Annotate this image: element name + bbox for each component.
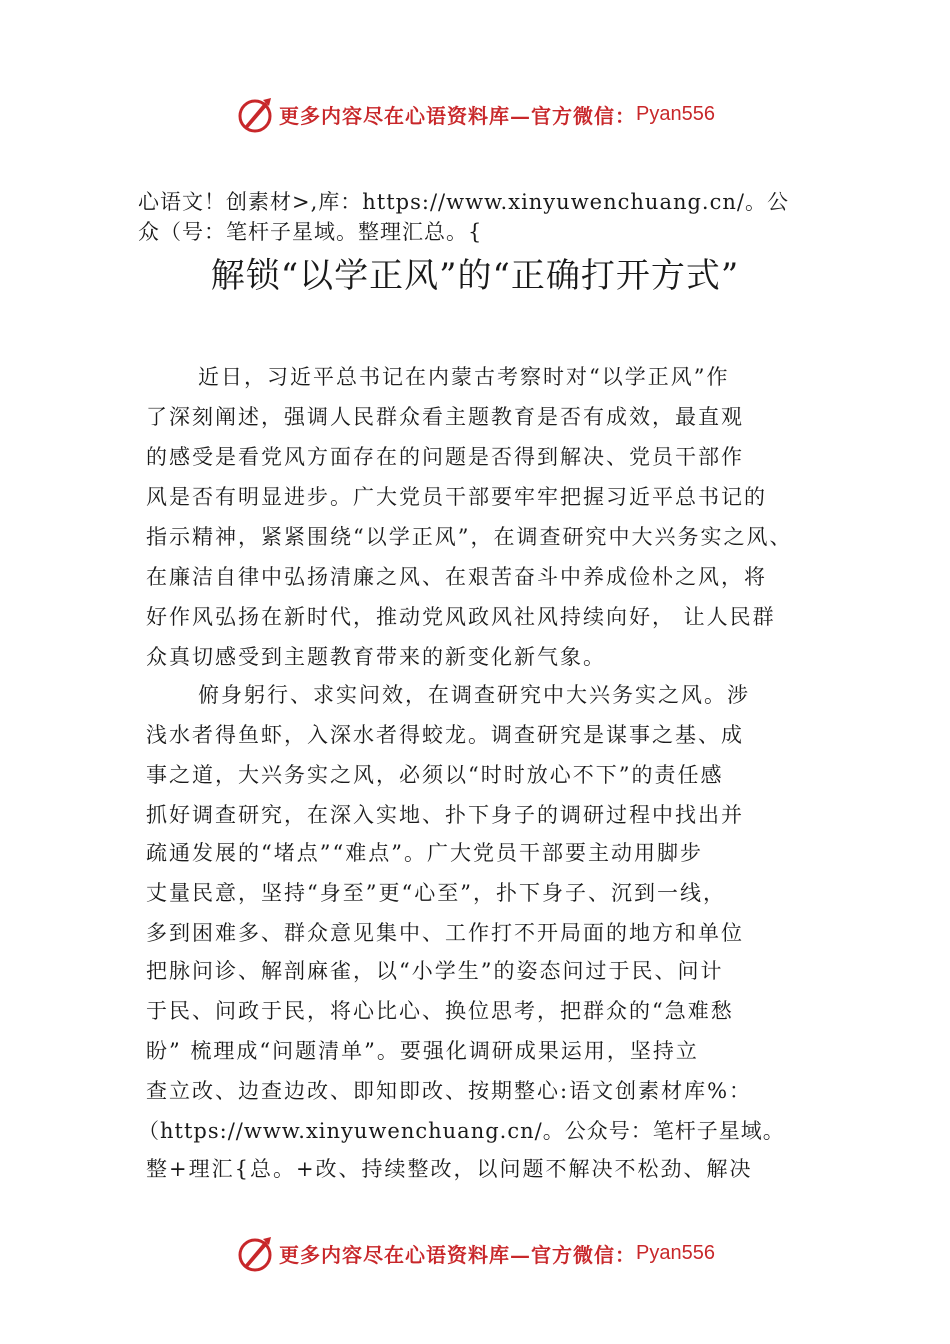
body-line: 疏通发展的“堵点”“难点”。广大党员干部要主动用脚步 — [146, 841, 703, 865]
banner-text: 更多内容尽在心语资料库—官方微信： — [279, 1242, 637, 1267]
body-line: 浅水者得鱼虾，入深水者得蛟龙。调查研究是谋事之基、成 — [146, 723, 744, 747]
body-line: 近日，习近平总书记在内蒙古考察时对“以学正风”作 — [198, 365, 730, 389]
body-line: 查立改、边查边改、即知即改、按期整心:语文创素材库%： — [146, 1079, 753, 1103]
banner-account: Pyan556 — [636, 1241, 715, 1264]
body-line: 把脉问诊、解剖麻雀，以“小学生”的姿态问过于民、问计 — [146, 959, 724, 983]
body-line: 俯身躬行、求实问效，在调查研究中大兴务实之风。涉 — [198, 683, 750, 707]
page-title: 解锁“以学正风”的“正确打开方式” — [210, 256, 740, 296]
footer-banner — [0, 1231, 950, 1275]
body-line: 好作风弘扬在新时代，推动党风政风社风持续向好， 让人民群 — [146, 605, 776, 629]
body-line: 于民、问政于民，将心比心、换位思考，把群众的“急难愁 — [146, 999, 734, 1023]
body-line: 盼” 梳理成“问题清单”。要强化调研成果运用，坚持立 — [146, 1039, 699, 1063]
body-line: 指示精神，紧紧围绕“以学正风”，在调查研究中大兴务实之风、 — [146, 525, 793, 549]
banner-text: 更多内容尽在心语资料库—官方微信： — [279, 103, 637, 128]
body-line: 在廉洁自律中弘扬清廉之风、在艰苦奋斗中养成俭朴之风，将 — [146, 565, 767, 589]
body-line: 的感受是看党风方面存在的问题是否得到解决、党员干部作 — [146, 445, 744, 469]
body-line: 了深刻阐述，强调人民群众看主题教育是否有成效，最直观 — [146, 405, 744, 429]
body-line: 整+理汇{总。+改、持续整改，以问题不解决不松劲、解决 — [146, 1157, 753, 1181]
header-banner — [0, 92, 950, 136]
quill-pen-logo-icon — [235, 1233, 275, 1273]
body-line: 丈量民意，坚持“身至”更“心至”，扑下身子、沉到一线， — [146, 881, 726, 905]
banner-account: Pyan556 — [636, 102, 715, 125]
body-line: 众真切感受到主题教育带来的新变化新气象。 — [146, 645, 606, 669]
body-line: 抓好调查研究，在深入实地、扑下身子的调研过程中找出并 — [146, 803, 744, 827]
body-line: （https://www.xinyuwenchuang.cn/。公众号：笔杆子星域。 — [138, 1119, 785, 1143]
watermark-line-2: 众（号：笔杆子星域。整理汇总。{ — [138, 220, 483, 244]
body-line: 风是否有明显进步。广大党员干部要牢牢把握习近平总书记的 — [146, 485, 767, 509]
body-line: 多到困难多、群众意见集中、工作打不开局面的地方和单位 — [146, 921, 744, 945]
body-line: 事之道，大兴务实之风，必须以“时时放心不下”的责任感 — [146, 763, 724, 787]
quill-pen-logo-icon — [235, 94, 275, 134]
watermark-line-1: 心语文！创素材>,库：https://www.xinyuwenchuang.cn/。公 — [138, 190, 789, 214]
